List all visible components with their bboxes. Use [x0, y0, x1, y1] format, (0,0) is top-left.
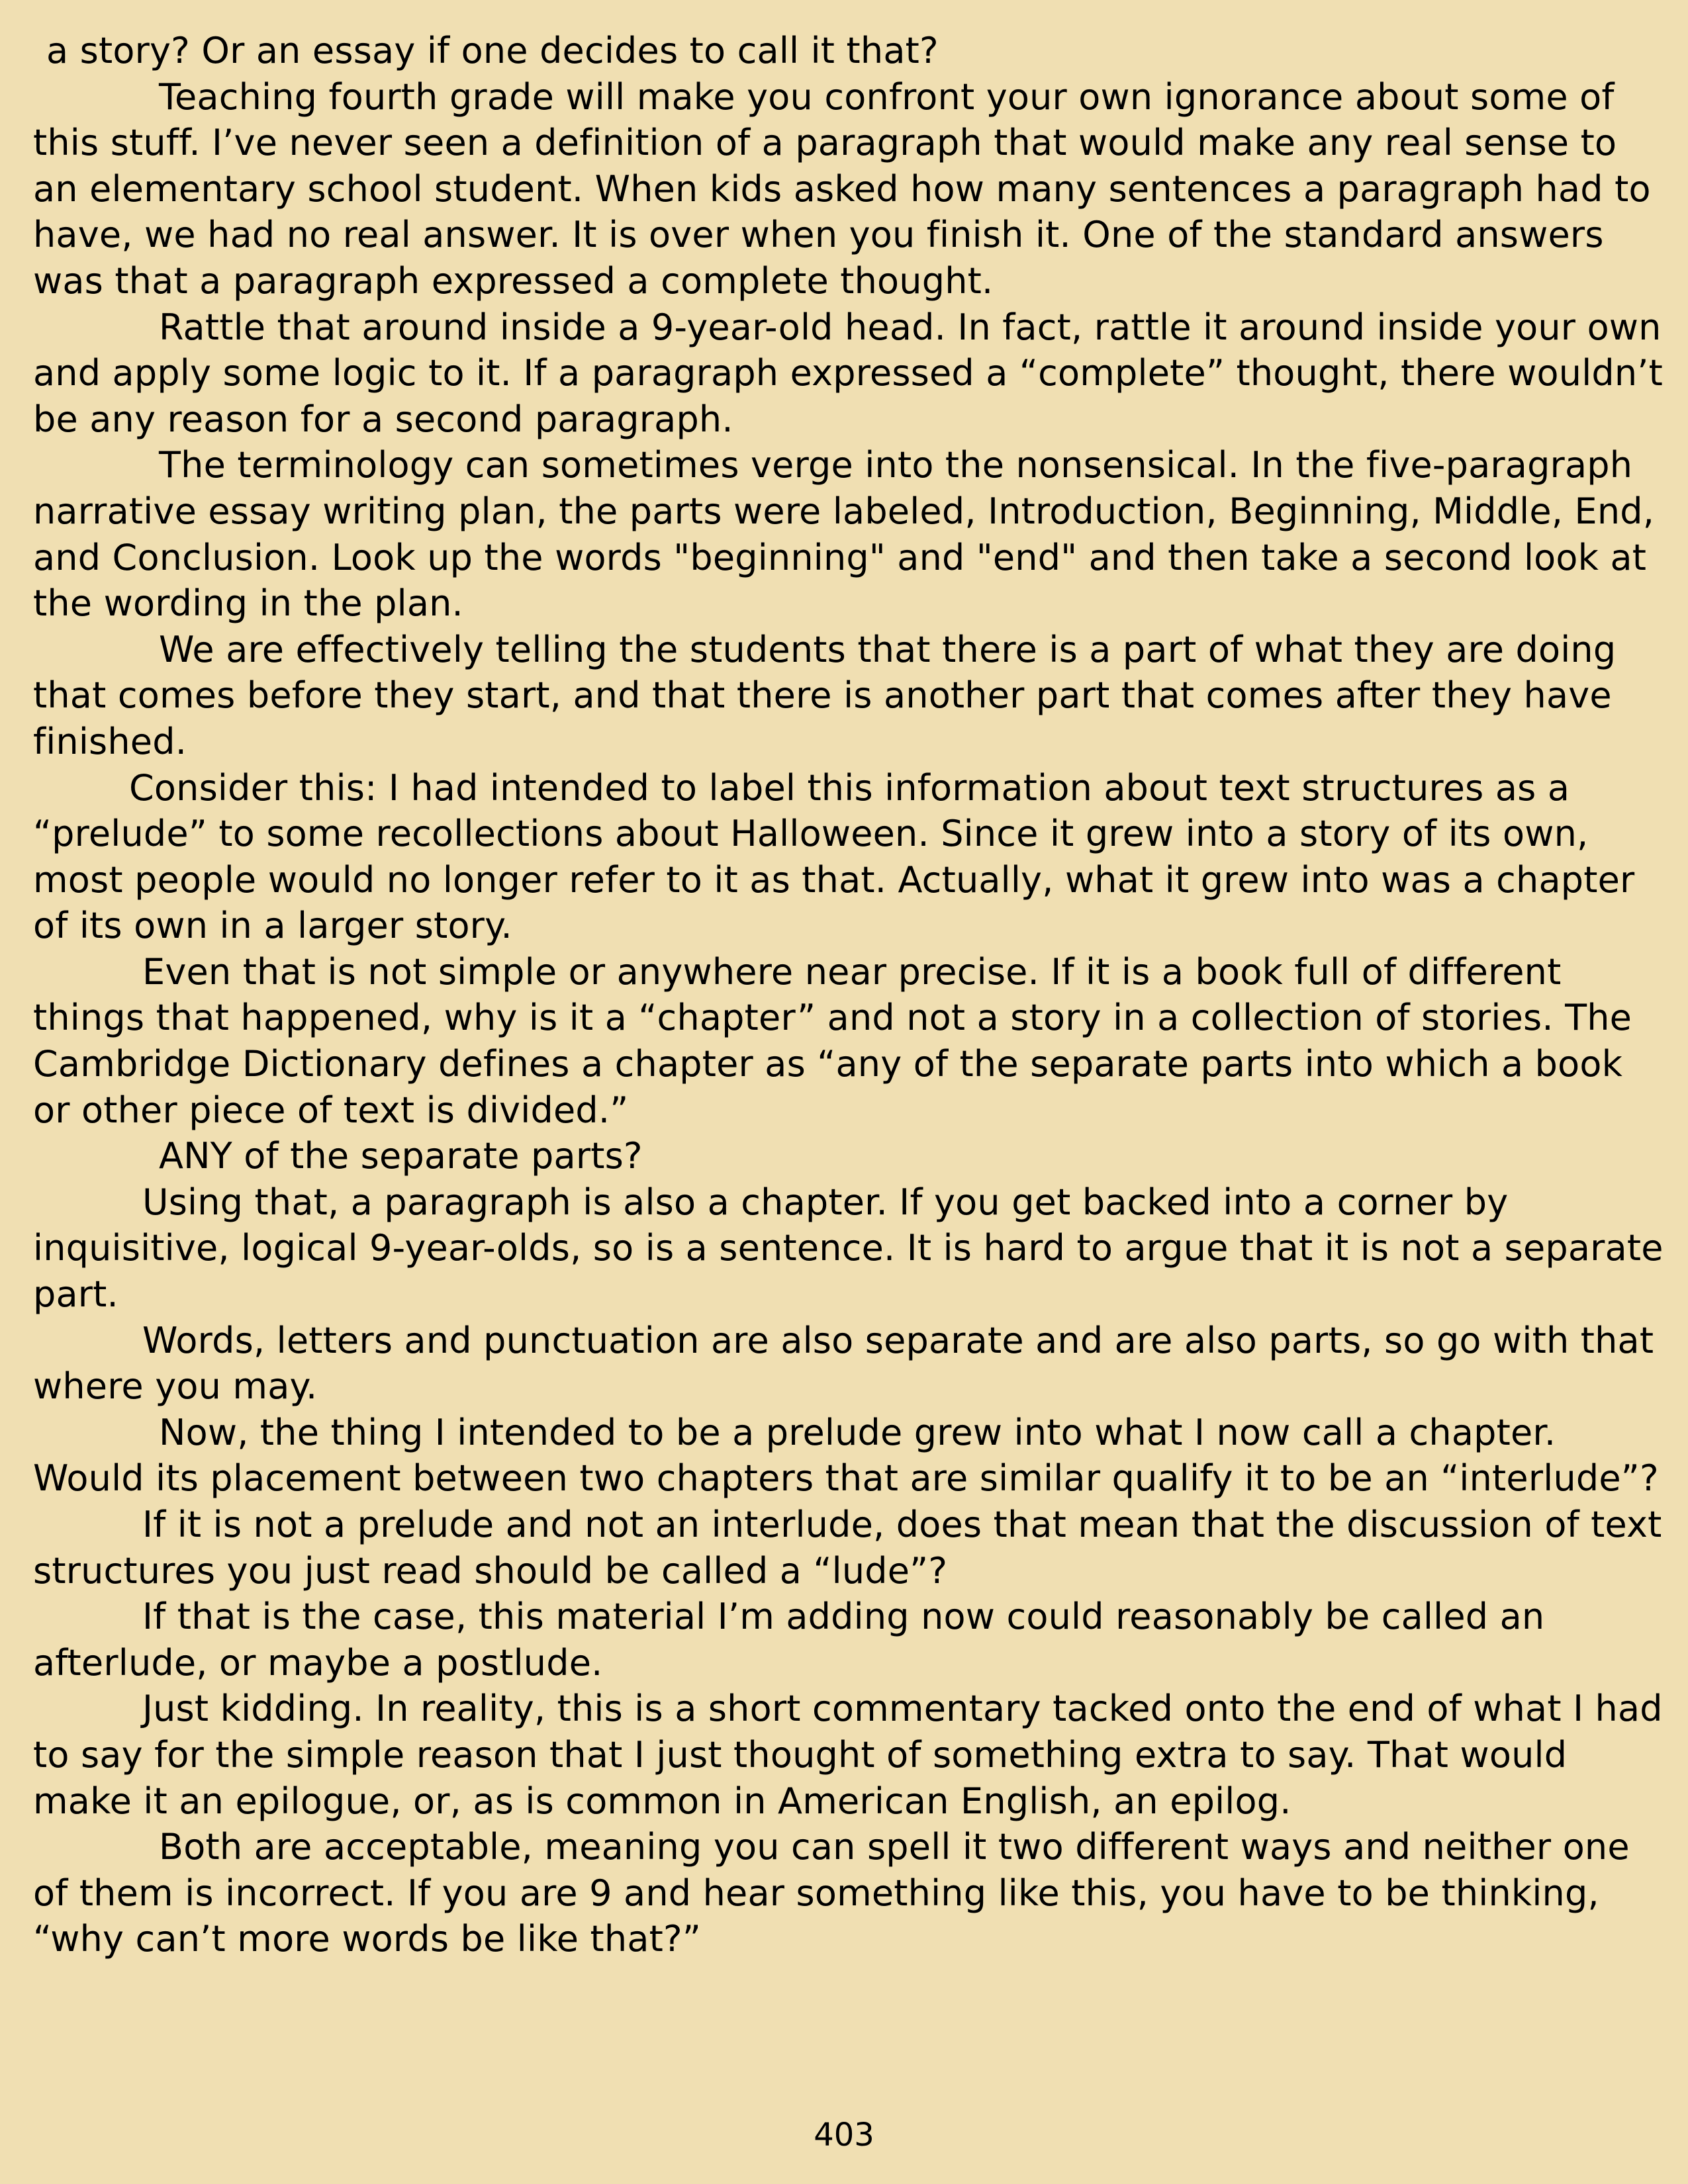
- paragraph: Using that, a paragraph is also a chapter. If you get backed into a corner by inquisitive, logical 9-year-olds, so is a sentence. It is hard to argue that it is not a separate part.: [33, 1181, 1664, 1316]
- paragraph: ANY of the separate parts?: [159, 1135, 643, 1177]
- paragraph: Even that is not simple or anywhere near precise. If it is a book full of different things that happened, why is it a “chapter” and not a story in a collection of stories. The Cambridge Dictionary defines a chapter as “any of the separate parts into which a book or other piece of text is divided.”: [33, 950, 1632, 1131]
- body-text: [33, 28, 1668, 1962]
- paragraph: Teaching fourth grade will make you confront your own ignorance about some of this stuff. I’ve never seen a definition of a paragraph that would make any real sense to an elementary school student. When kids asked how many sentences a paragraph had to have, we had no real answer. It is over when you finish it. One of the standard answers was that a paragraph expressed a complete thought.: [33, 75, 1651, 302]
- paragraph: If it is not a prelude and not an interlude, does that mean that the discussion of text structures you just read should be called a “lude”?: [33, 1504, 1662, 1592]
- paragraph: If that is the case, this material I’m adding now could reasonably be called an afterlude, or maybe a postlude.: [33, 1596, 1545, 1684]
- page-number: 403: [814, 2116, 874, 2154]
- paragraph: Consider this: I had intended to label this information about text structures as a “prelude” to some recollections about Halloween. Since it grew into a story of its own, most people would no longer refer to it as that. Actually, what it grew into was a chapter of its own in a larger story.: [33, 766, 1635, 947]
- paragraph: The terminology can sometimes verge into the nonsensical. In the five-paragraph narrative essay writing plan, the parts were labeled, Introduction, Beginning, Middle, End, and Conclusion. Look up the words "beginning" and "end" and then take a second look at the wording in the plan.: [33, 444, 1655, 625]
- paragraph: Both are acceptable, meaning you can spell it two different ways and neither one of them is incorrect. If you are 9 and hear something like this, you have to be thinking, “why can’t more words be like that?”: [33, 1826, 1630, 1960]
- paragraph: Just kidding. In reality, this is a short commentary tacked onto the end of what I had to say for the simple reason that I just thought of something extra to say. That would make it an epilogue, or, as is common in American English, an epilog.: [33, 1688, 1663, 1822]
- paragraph: Words, letters and punctuation are also separate and are also parts, so go with that where you may.: [33, 1319, 1654, 1408]
- paragraph: Now, the thing I intended to be a prelude grew into what I now call a chapter. Would its placement between two chapters that are similar qualify it to be an “interlude”?: [33, 1411, 1659, 1500]
- paragraph: a story? Or an essay if one decides to call it that?: [46, 30, 939, 71]
- paragraph: Rattle that around inside a 9-year-old head. In fact, rattle it around inside your own and apply some logic to it. If a paragraph expressed a “complete” thought, there wouldn’t be any reason for a second paragraph.: [33, 306, 1664, 440]
- paragraph: We are effectively telling the students that there is a part of what they are doing that comes before they start, and that there is another part that comes after they have finished.: [33, 628, 1617, 762]
